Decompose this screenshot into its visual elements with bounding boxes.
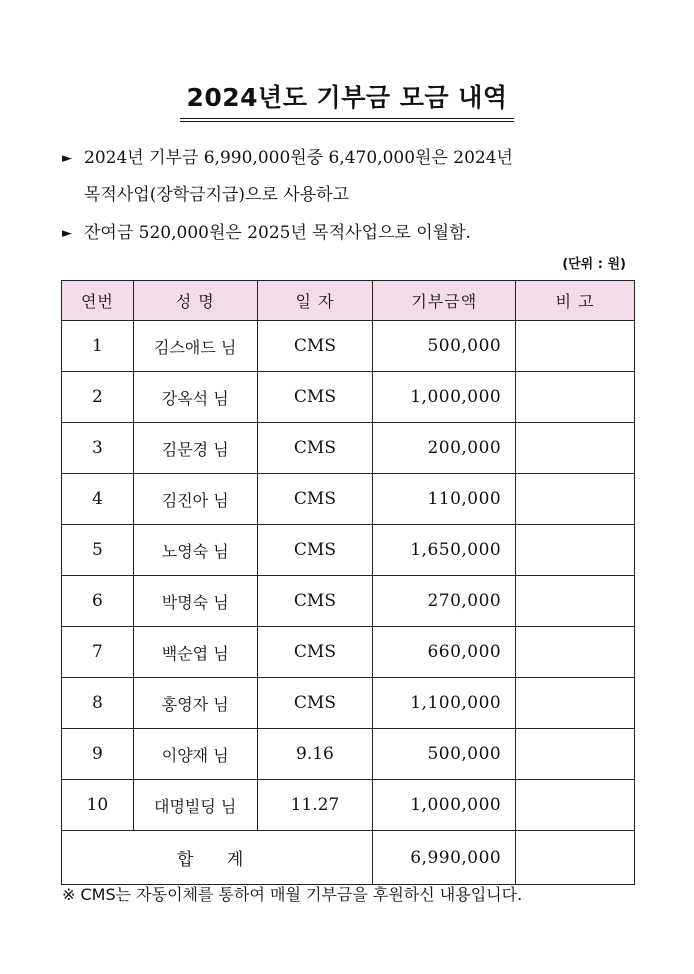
cell-no: 1: [62, 321, 134, 372]
cell-name: 김진아 님: [133, 474, 257, 525]
cell-name: 노영숙 님: [133, 525, 257, 576]
cell-date: 9.16: [257, 729, 373, 780]
cell-name: 백순엽 님: [133, 627, 257, 678]
table-row: [62, 525, 635, 576]
header-remarks: 비 고: [516, 281, 635, 321]
table-row: [62, 321, 635, 372]
cell-remarks: [516, 576, 635, 627]
cell-remarks: [516, 321, 635, 372]
cell-amount: 660,000: [373, 627, 516, 678]
total-remarks: [516, 831, 635, 885]
cell-no: 2: [62, 372, 134, 423]
cell-no: 10: [62, 780, 134, 831]
cell-amount: 500,000: [373, 321, 516, 372]
total-label: 합 계: [62, 831, 373, 885]
cell-amount: 1,000,000: [373, 780, 516, 831]
cell-date: CMS: [257, 525, 373, 576]
header-no: 연번: [62, 281, 134, 321]
cell-remarks: [516, 372, 635, 423]
footnote: ※ CMS는 자동이체를 통하여 매월 기부금을 후원하신 내용입니다.: [62, 885, 523, 904]
cell-remarks: [516, 627, 635, 678]
table-row: [62, 474, 635, 525]
cell-no: 6: [62, 576, 134, 627]
cell-remarks: [516, 780, 635, 831]
cell-amount: 500,000: [373, 729, 516, 780]
table-row: [62, 627, 635, 678]
cell-amount: 1,650,000: [373, 525, 516, 576]
bullet-usage: [62, 146, 513, 171]
cell-name: 김스애드 님: [133, 321, 257, 372]
cell-remarks: [516, 729, 635, 780]
header-amount: 기부금액: [373, 281, 516, 321]
table-row: [62, 372, 635, 423]
cell-no: 4: [62, 474, 134, 525]
document-title: [0, 78, 694, 122]
cell-name: 박명숙 님: [133, 576, 257, 627]
bullet-usage-line2: 목적사업(장학금지급)으로 사용하고: [84, 185, 349, 205]
total-amount: 6,990,000: [373, 831, 516, 885]
unit-label: (단위 : 원): [562, 257, 626, 272]
header-date: 일 자: [257, 281, 373, 321]
cell-remarks: [516, 678, 635, 729]
total-row: [62, 831, 635, 885]
triangle-bullet-icon: ►: [62, 226, 72, 241]
cell-no: 7: [62, 627, 134, 678]
cell-name: 강옥석 님: [133, 372, 257, 423]
cell-amount: 1,000,000: [373, 372, 516, 423]
cell-name: 김문경 님: [133, 423, 257, 474]
cell-date: CMS: [257, 474, 373, 525]
table-row: [62, 678, 635, 729]
bullet-carryover: [62, 221, 471, 246]
table-row: [62, 729, 635, 780]
cell-name: 대명빌딩 님: [133, 780, 257, 831]
header-name: 성 명: [133, 281, 257, 321]
cell-no: 3: [62, 423, 134, 474]
document-title-text: 2024년도 기부금 모금 내역: [180, 78, 513, 122]
cell-date: CMS: [257, 423, 373, 474]
table-row: [62, 576, 635, 627]
table-row: [62, 423, 635, 474]
cell-date: CMS: [257, 678, 373, 729]
cell-amount: 1,100,000: [373, 678, 516, 729]
donation-table: [61, 280, 635, 885]
cell-no: 5: [62, 525, 134, 576]
cell-date: 11.27: [257, 780, 373, 831]
cell-amount: 200,000: [373, 423, 516, 474]
table-row: [62, 780, 635, 831]
cell-remarks: [516, 423, 635, 474]
bullet-usage-line1: 2024년 기부금 6,990,000원중 6,470,000원은 2024년: [84, 148, 513, 168]
cell-no: 9: [62, 729, 134, 780]
cell-remarks: [516, 525, 635, 576]
cell-date: CMS: [257, 372, 373, 423]
cell-remarks: [516, 474, 635, 525]
table-header-row: [62, 281, 635, 321]
cell-no: 8: [62, 678, 134, 729]
cell-name: 이양재 님: [133, 729, 257, 780]
cell-amount: 110,000: [373, 474, 516, 525]
cell-date: CMS: [257, 321, 373, 372]
bullet-carryover-text: 잔여금 520,000원은 2025년 목적사업으로 이월함.: [84, 223, 471, 243]
cell-date: CMS: [257, 627, 373, 678]
cell-date: CMS: [257, 576, 373, 627]
cell-amount: 270,000: [373, 576, 516, 627]
triangle-bullet-icon: ►: [62, 151, 72, 166]
cell-name: 홍영자 님: [133, 678, 257, 729]
